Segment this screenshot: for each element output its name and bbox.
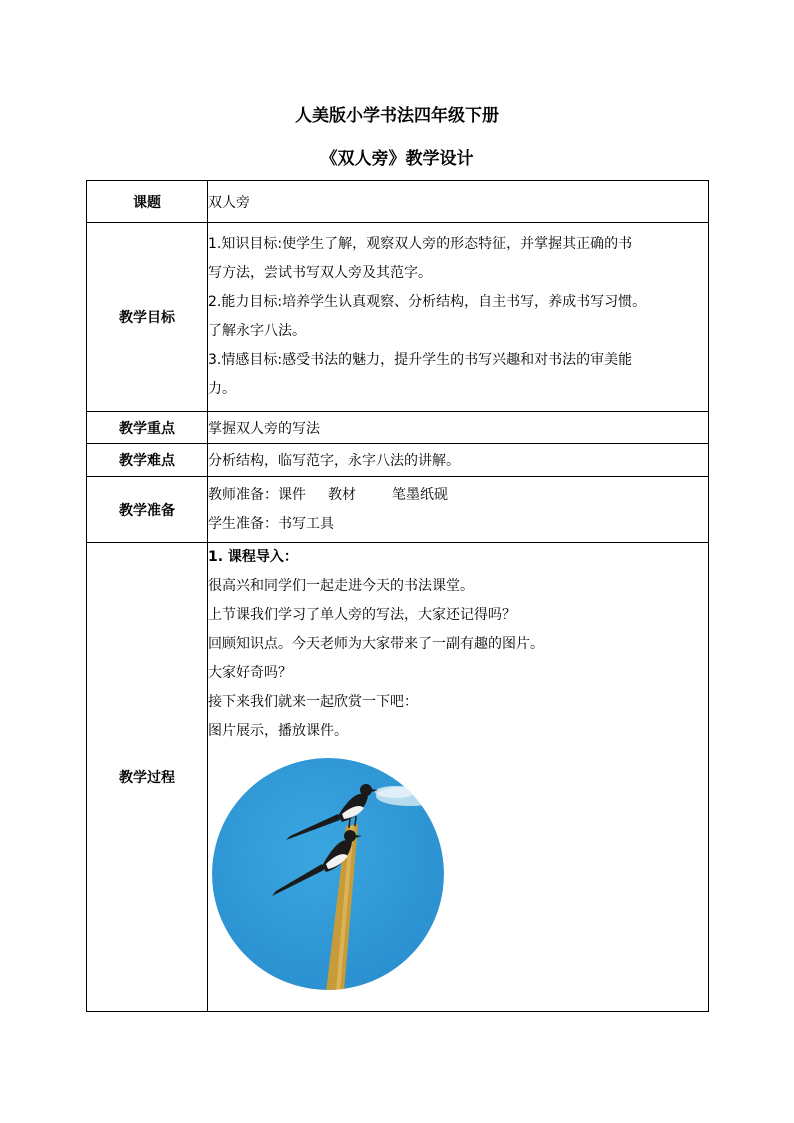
process-line: 图片展示，播放课件。 (208, 723, 348, 739)
value-difficulty: 分析结构，临写范字，永字八法的讲解。 (208, 444, 709, 477)
row-preparation (87, 477, 709, 543)
value-preparation (208, 477, 709, 543)
teacher-prep-item: 教材 (328, 486, 356, 503)
row-difficulty (87, 444, 709, 477)
value-process (208, 543, 709, 1012)
goal-line: 力。 (208, 381, 236, 397)
process-line: 回顾知识点。今天老师为大家带来了一副有趣的图片。 (208, 636, 544, 652)
value-topic: 双人旁 (208, 181, 709, 223)
teacher-prep-line (208, 481, 708, 510)
document-subtitle: 《双人旁》教学设计 (320, 149, 474, 169)
photo-container (208, 746, 708, 1006)
teacher-prep-item: 笔墨纸砚 (392, 486, 448, 503)
row-topic (87, 181, 709, 223)
process-heading: 1. 课程导入： (208, 549, 298, 565)
goal-line: 写方法，尝试书写双人旁及其范字。 (208, 265, 432, 281)
goal-line: 1.知识目标:使学生了解，观察双人旁的形态特征，并掌握其正确的书 (208, 236, 633, 252)
teacher-prep-prefix: 教师准备：课件 (208, 486, 306, 503)
label-goals: 教学目标 (87, 223, 208, 412)
student-prep-line: 学生准备：书写工具 (208, 515, 334, 532)
process-line: 上节课我们学习了单人旁的写法，大家还记得吗？ (208, 607, 516, 623)
value-goals (208, 223, 709, 412)
goal-line: 了解永字八法。 (208, 323, 306, 339)
row-process (87, 543, 709, 1012)
row-key-point (87, 412, 709, 444)
process-line: 接下来我们就来一起欣赏一下吧： (208, 694, 418, 710)
value-key-point: 掌握双人旁的写法 (208, 412, 709, 444)
lesson-plan-table (86, 180, 709, 1012)
label-process: 教学过程 (87, 543, 208, 1012)
label-key-point: 教学重点 (87, 412, 208, 444)
label-difficulty: 教学难点 (87, 444, 208, 477)
goal-line: 2.能力目标:培养学生认真观察、分析结构，自主书写，养成书写习惯。 (208, 294, 647, 310)
document-title: 人美版小学书法四年级下册 (295, 106, 499, 126)
process-line: 大家好奇吗？ (208, 665, 292, 681)
magpies-photo (210, 756, 446, 992)
process-line: 很高兴和同学们一起走进今天的书法课堂。 (208, 578, 474, 594)
label-preparation: 教学准备 (87, 477, 208, 543)
goal-line: 3.情感目标:感受书法的魅力，提升学生的书写兴趣和对书法的审美能 (208, 352, 633, 368)
label-topic: 课题 (87, 181, 208, 223)
row-goals (87, 223, 709, 412)
